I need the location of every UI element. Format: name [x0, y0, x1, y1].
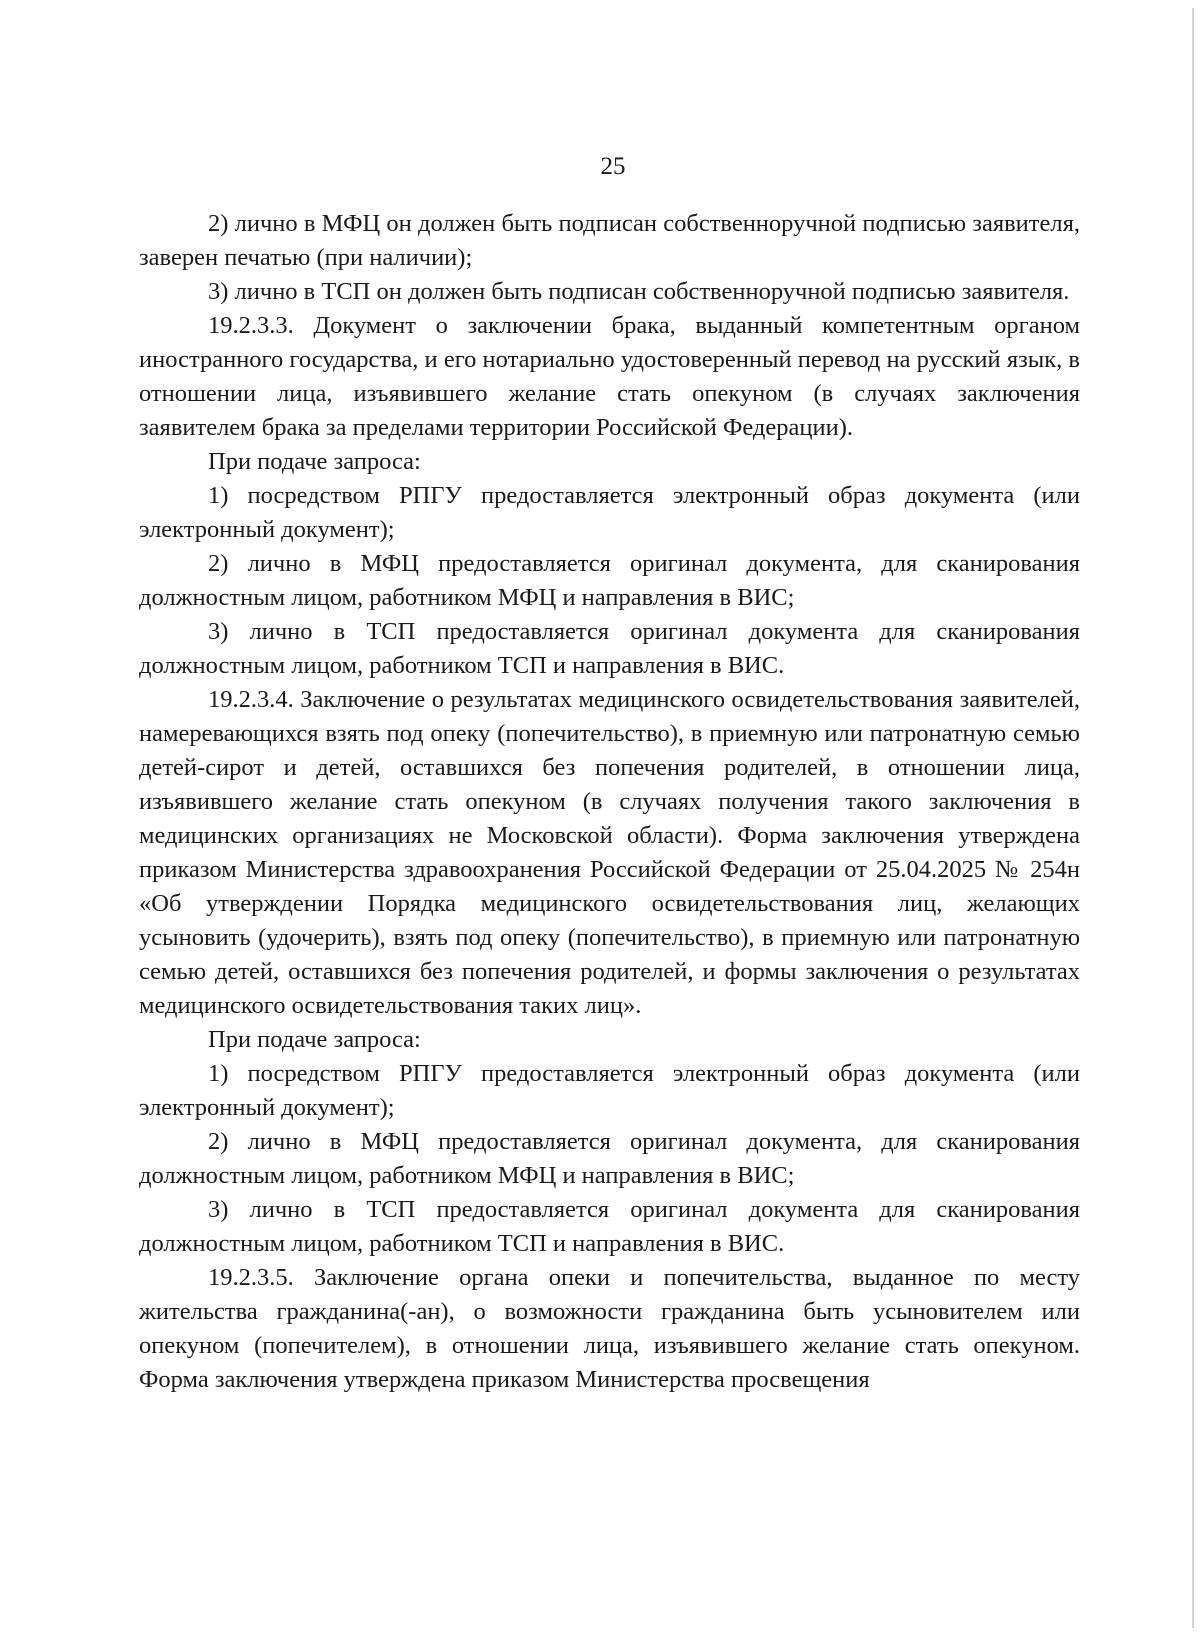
- paragraph-submission-intro: При подаче запроса:: [208, 448, 421, 475]
- paragraph-item-3-tsp: 3) лично в ТСП предоставляется оригинал документа для сканирования должностным лицом, работником ТСП и направления в ВИС.: [139, 1196, 1080, 1257]
- document-body: [139, 207, 1080, 1397]
- page-number: 25: [600, 153, 626, 180]
- paragraph-item-3-tsp: 3) лично в ТСП он должен быть подписан собственноручной подписью заявителя.: [208, 278, 1070, 305]
- paragraph-item-1-rpgu: 1) посредством РПГУ предоставляется электронный образ документа (или электронный документ);: [139, 1060, 1080, 1121]
- paragraph-19-2-3-3: 19.2.3.3. Документ о заключении брака, выданный компетентным органом иностранного государства, и его нотариально удостоверенный перевод на русский язык, в отношении лица, изъявившего желание стать опекуном (в случаях заключения заявителем брака за пределами территории Российской Федерации).: [139, 312, 1080, 441]
- paragraph-item-1-rpgu: 1) посредством РПГУ предоставляется электронный образ документа (или электронный документ);: [139, 482, 1080, 543]
- paragraph-19-2-3-5: 19.2.3.5. Заключение органа опеки и попечительства, выданное по месту жительства гражданина(-ан), о возможности гражданина быть усыновителем или опекуном (попечителем), в отношении лица, изъявившего желание стать опекуном. Форма заключения утверждена приказом Министерства просвещения: [139, 1264, 1080, 1393]
- paragraph-submission-intro: При подаче запроса:: [208, 1026, 421, 1053]
- paragraph-item-2-mfc: 2) лично в МФЦ предоставляется оригинал документа, для сканирования должностным лицом, работником МФЦ и направления в ВИС;: [139, 550, 1080, 611]
- paragraph-item-3-tsp: 3) лично в ТСП предоставляется оригинал документа для сканирования должностным лицом, работником ТСП и направления в ВИС.: [139, 618, 1080, 679]
- paragraph-item-2-mfc: 2) лично в МФЦ он должен быть подписан собственноручной подписью заявителя, заверен печатью (при наличии);: [139, 210, 1080, 271]
- scan-edge-line: [1192, 8, 1194, 1628]
- paragraph-19-2-3-4: 19.2.3.4. Заключение о результатах медицинского освидетельствования заявителей, намеревающихся взять под опеку (попечительство), в приемную или патронатную семью детей-сирот и детей, оставшихся без попечения родителей, в отношении лица, изъявившего желание стать опекуном (в случаях получения такого заключения в медицинских организациях не Московской области). Форма заключения утверждена приказом Министерства здравоохранения Российской Федерации от 25.04.2025 № 254н «Об утверждении Порядка медицинского освидетельствования лиц, желающих усыновить (удочерить), взять под опеку (попечительство), в приемную или патронатную семью детей, оставшихся без попечения родителей, и формы заключения о результатах медицинского освидетельствования таких лиц».: [139, 686, 1080, 1019]
- paragraph-item-2-mfc: 2) лично в МФЦ предоставляется оригинал документа, для сканирования должностным лицом, работником МФЦ и направления в ВИС;: [139, 1128, 1080, 1189]
